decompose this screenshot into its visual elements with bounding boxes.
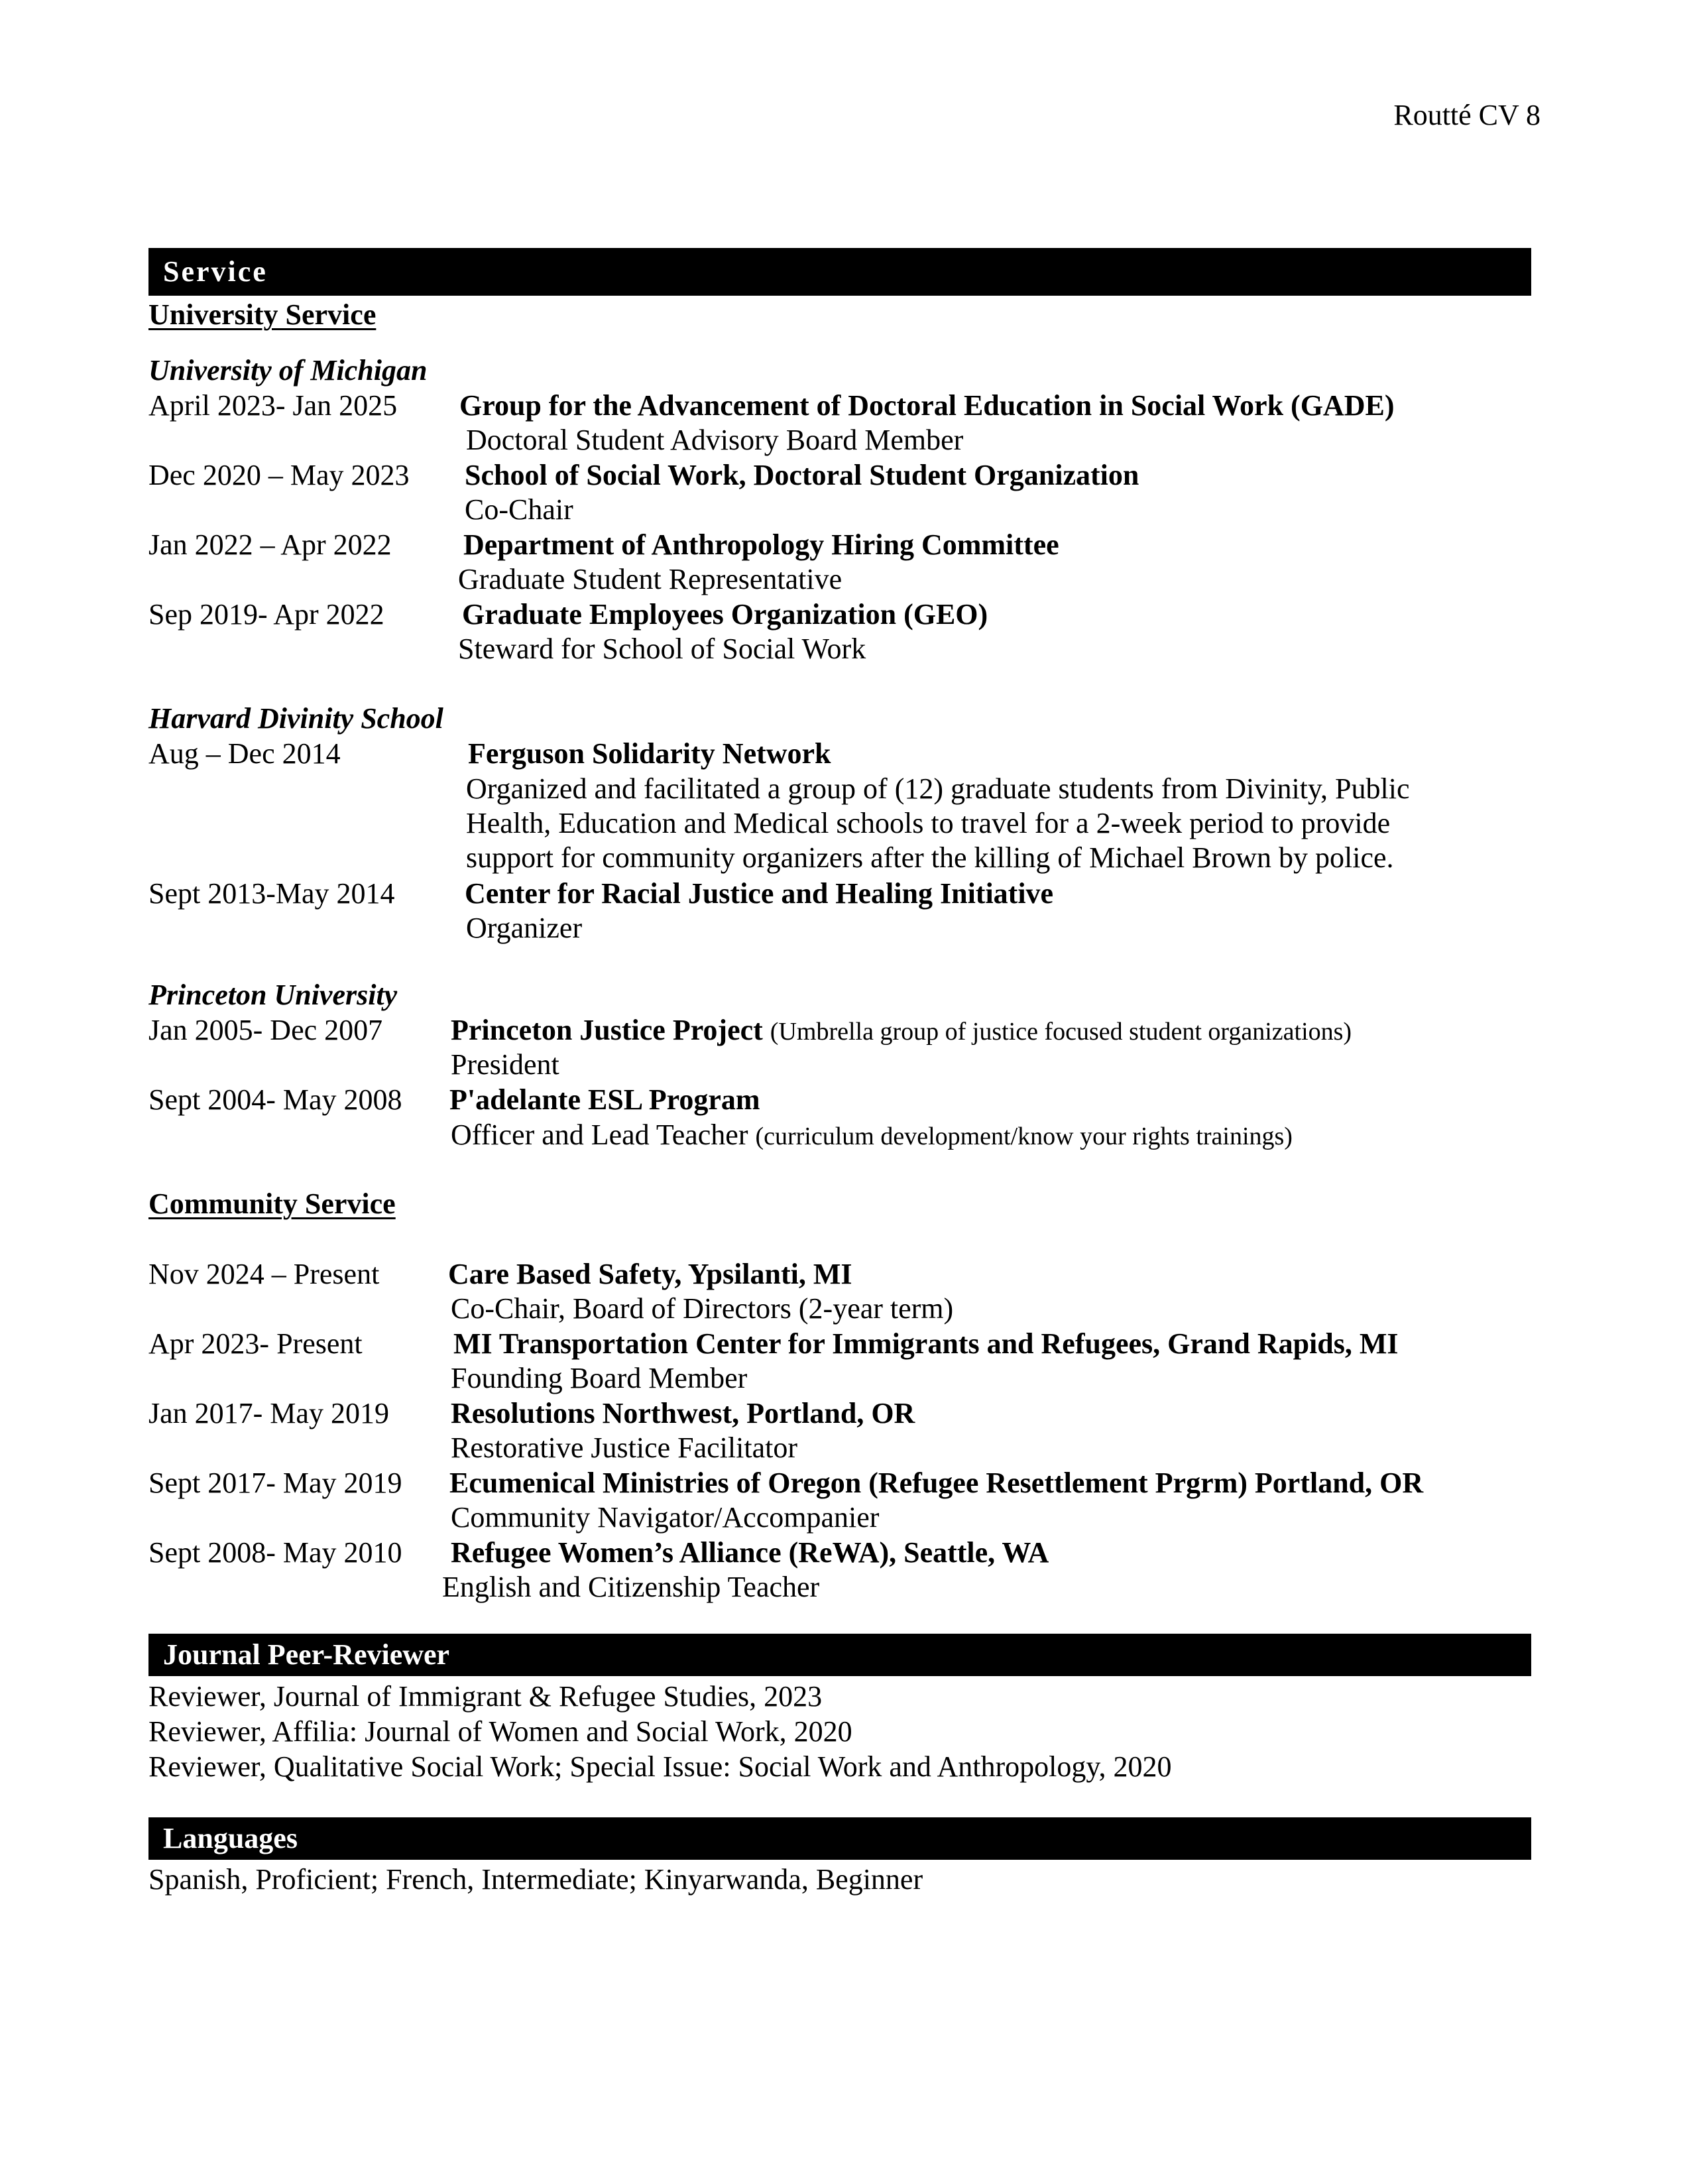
- peer-review-item: Reviewer, Qualitative Social Work; Special Issue: Social Work and Anthropology, 2020: [148, 1750, 1172, 1783]
- institution-harvard: Harvard Divinity School: [148, 702, 443, 735]
- entry-note: (curriculum development/know your rights trainings): [755, 1122, 1293, 1150]
- entry-date: Sept 2017- May 2019: [148, 1467, 402, 1499]
- section-bar-peer-review: Journal Peer-Reviewer: [148, 1634, 1531, 1676]
- section-bar-service: Service: [148, 248, 1531, 296]
- entry-role: Graduate Student Representative: [458, 563, 843, 595]
- entry-role: Founding Board Member: [451, 1362, 748, 1394]
- entry-title: Refugee Women’s Alliance (ReWA), Seattle, WA: [451, 1536, 1049, 1569]
- languages-text: Spanish, Proficient; French, Intermediate; Kinyarwanda, Beginner: [148, 1863, 923, 1896]
- entry-role: Officer and Lead Teacher: [451, 1119, 748, 1151]
- entry-title-line: [451, 1013, 1352, 1049]
- entry-date: Sept 2008- May 2010: [148, 1536, 402, 1569]
- entry-title: P'adelante ESL Program: [449, 1083, 760, 1116]
- entry-date: Dec 2020 – May 2023: [148, 459, 410, 491]
- entry-date: April 2023- Jan 2025: [148, 389, 398, 422]
- entry-note: (Umbrella group of justice focused student organizations): [770, 1018, 1352, 1046]
- entry-role: Steward for School of Social Work: [458, 633, 866, 665]
- entry-title: Resolutions Northwest, Portland, OR: [451, 1397, 915, 1429]
- entry-date: Jan 2005- Dec 2007: [148, 1014, 383, 1046]
- entry-title: Graduate Employees Organization (GEO): [462, 598, 988, 631]
- entry-date: Jan 2017- May 2019: [148, 1397, 389, 1429]
- entry-role: English and Citizenship Teacher: [442, 1571, 820, 1603]
- entry-date: Jan 2022 – Apr 2022: [148, 528, 392, 561]
- entry-role: Restorative Justice Facilitator: [451, 1431, 797, 1464]
- entry-date: Sep 2019- Apr 2022: [148, 598, 384, 631]
- section-bar-languages: Languages: [148, 1817, 1531, 1860]
- entry-title: School of Social Work, Doctoral Student Organization: [465, 459, 1139, 491]
- entry-role: Organizer: [466, 912, 583, 944]
- entry-role: Co-Chair: [465, 493, 573, 526]
- page-header-label: Routté CV 8: [1393, 99, 1541, 131]
- peer-review-item: Reviewer, Journal of Immigrant & Refugee Studies, 2023: [148, 1680, 823, 1713]
- entry-title: Ferguson Solidarity Network: [468, 737, 831, 770]
- entry-title: Center for Racial Justice and Healing Initiative: [465, 877, 1054, 910]
- entry-title: Princeton Justice Project: [451, 1014, 763, 1046]
- entry-date: Sept 2004- May 2008: [148, 1083, 402, 1116]
- entry-role: Doctoral Student Advisory Board Member: [466, 424, 964, 456]
- entry-title: Group for the Advancement of Doctoral Education in Social Work (GADE): [459, 389, 1395, 422]
- entry-date: Apr 2023- Present: [148, 1327, 363, 1360]
- entry-title: Care Based Safety, Ypsilanti, MI: [448, 1258, 852, 1290]
- entry-role: Co-Chair, Board of Directors (2-year term): [451, 1292, 954, 1325]
- entry-date: Nov 2024 – Present: [148, 1258, 380, 1290]
- entry-role: Organized and facilitated a group of (12) graduate students from Divinity, Public Health, Education and Medical schools to travel for a 2-week period to provide support for community organizers after the killing of Michael Brown by police.: [466, 772, 1410, 874]
- entry-date: Sept 2013-May 2014: [148, 877, 395, 910]
- entry-title: Department of Anthropology Hiring Committee: [463, 528, 1059, 561]
- entry-title: Ecumenical Ministries of Oregon (Refugee Resettlement Prgrm) Portland, OR: [449, 1467, 1424, 1499]
- institution-princeton: Princeton University: [148, 979, 398, 1011]
- university-service-heading: University Service: [148, 298, 377, 331]
- entry-title: MI Transportation Center for Immigrants and Refugees, Grand Rapids, MI: [453, 1327, 1399, 1360]
- community-service-heading: Community Service: [148, 1187, 396, 1220]
- entry-date: Aug – Dec 2014: [148, 737, 341, 770]
- entry-role-line: [451, 1118, 1293, 1154]
- entry-role: Community Navigator/Accompanier: [451, 1501, 880, 1534]
- institution-michigan: University of Michigan: [148, 354, 428, 387]
- peer-review-item: Reviewer, Affilia: Journal of Women and Social Work, 2020: [148, 1715, 852, 1748]
- entry-role: President: [451, 1048, 559, 1081]
